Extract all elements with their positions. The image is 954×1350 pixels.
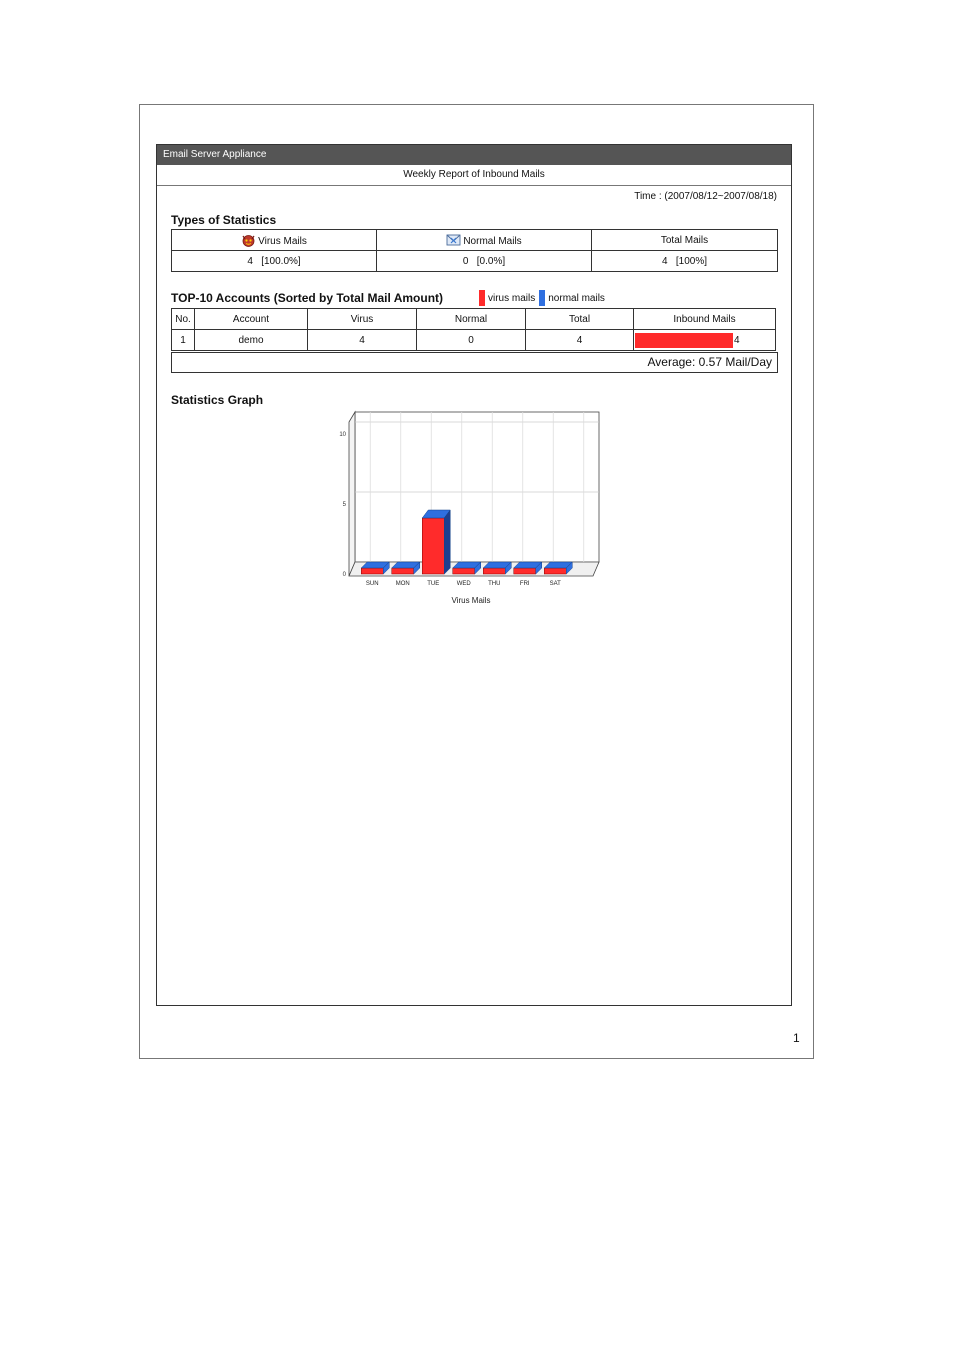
col-normal: Normal	[417, 309, 526, 330]
legend-virus	[479, 290, 535, 306]
chart-side-wall	[349, 412, 355, 576]
virus-mails-value: 4 [100.0%]	[172, 251, 377, 272]
normal-mails-label: Normal Mails	[463, 236, 522, 247]
row-normal: 0	[417, 330, 526, 351]
x-tick-label: MON	[395, 581, 410, 587]
col-total: Total	[526, 309, 634, 330]
report-container	[156, 144, 792, 1006]
app-header: Email Server Appliance	[157, 145, 791, 165]
bar-virus	[392, 568, 414, 574]
row-account: demo	[195, 330, 308, 351]
legend-normal-label: normal mails	[548, 292, 605, 304]
y-tick-label: 5	[342, 502, 346, 508]
top10-table	[171, 308, 776, 351]
virus-mails-header	[172, 230, 377, 251]
normal-mails-header	[377, 230, 592, 251]
row-virus: 4	[308, 330, 417, 351]
x-tick-label: TUE	[427, 581, 440, 587]
average-summary: Average: 0.57 Mail/Day	[171, 352, 778, 373]
legend-virus-label: virus mails	[488, 292, 536, 304]
time-range: Time : (2007/08/12~2007/08/18)	[634, 191, 777, 202]
col-account: Account	[195, 309, 308, 330]
bar-virus	[422, 518, 444, 574]
types-value-row	[172, 251, 778, 272]
legend-normal	[539, 290, 605, 306]
bar-virus	[361, 568, 383, 574]
bar-virus	[514, 568, 536, 574]
table-row	[172, 330, 776, 351]
bar-side	[444, 510, 450, 574]
x-tick-label: WED	[456, 581, 471, 587]
total-mails-header	[592, 230, 778, 251]
normal-mails-value: 0 [0.0%]	[377, 251, 592, 272]
types-table	[171, 229, 778, 272]
top10-section-title: TOP-10 Accounts (Sorted by Total Mail Amount)	[171, 291, 444, 305]
inbound-bar-fill	[635, 333, 733, 348]
chart-legend	[479, 290, 609, 306]
mail-icon	[446, 233, 461, 247]
x-tick-label: THU	[488, 581, 501, 587]
legend-virus-swatch	[479, 290, 485, 306]
virus-mails-label: Virus Mails	[258, 236, 307, 247]
row-inbound	[634, 330, 776, 351]
top10-header-row	[172, 309, 776, 330]
legend-normal-swatch	[539, 290, 545, 306]
bar-virus	[453, 568, 475, 574]
inbound-bar	[634, 332, 775, 348]
virus-icon	[241, 233, 256, 247]
row-no: 1	[172, 330, 195, 351]
row-total: 4	[526, 330, 634, 351]
x-tick-label: FRI	[519, 581, 530, 587]
total-mails-value: 4 [100%]	[592, 251, 778, 272]
statistics-graph	[341, 410, 603, 610]
col-inbound: Inbound Mails	[634, 309, 776, 330]
graph-section-title: Statistics Graph	[171, 393, 264, 407]
bar-virus	[483, 568, 505, 574]
col-virus: Virus	[308, 309, 417, 330]
inbound-bar-value: 4	[734, 334, 740, 346]
types-header-row	[172, 230, 778, 251]
types-section-title: Types of Statistics	[171, 213, 277, 227]
bar-virus	[544, 568, 566, 574]
y-tick-label: 10	[339, 432, 346, 438]
x-tick-label: SUN	[365, 581, 379, 587]
col-no: No.	[172, 309, 195, 330]
report-title: Weekly Report of Inbound Mails	[157, 165, 791, 186]
total-mails-label: Total Mails	[660, 234, 709, 246]
x-tick-label: SAT	[549, 581, 561, 587]
x-axis-label: Virus Mails	[451, 596, 491, 605]
y-tick-label: 0	[342, 572, 346, 578]
page-number: 1	[793, 1031, 800, 1045]
chart-back-panel	[355, 412, 599, 562]
